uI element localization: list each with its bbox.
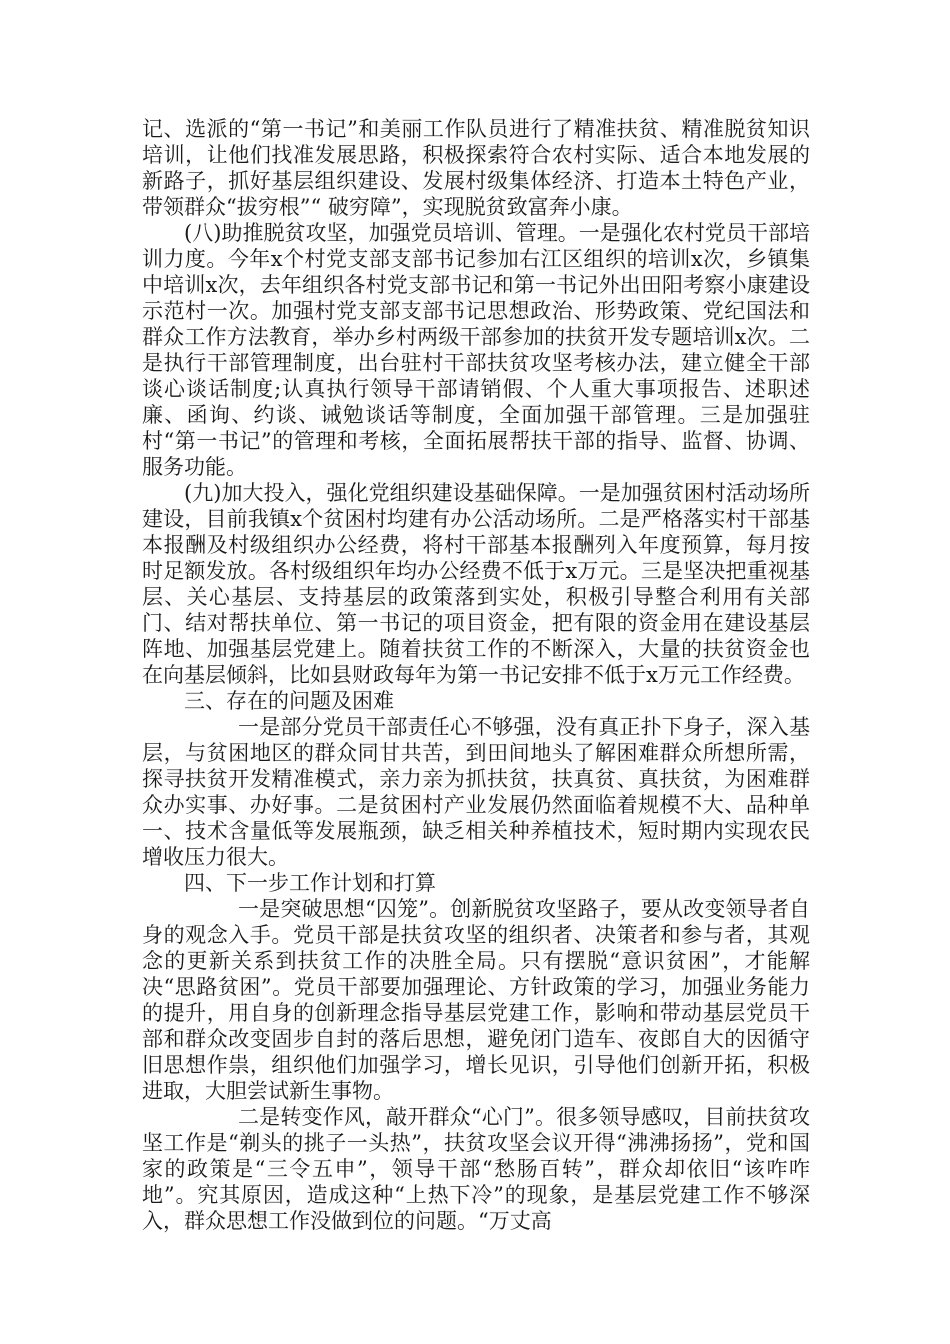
paragraph-problems: 一是部分党员干部责任心不够强，没有真正扑下身子，深入基层，与贫困地区的群众同甘共苦，到田间地头了解困难群众所想所需，探寻扶贫开发精准模式，亲力亲为抓扶贫，扶真贫、真扶贫，为困难群众办实事、办好事。二是贫困村产业发展仍然面临着规模不大、品种单一、技术含量低等发展瓶颈，缺乏相关种养植技术，短时期内实现农民增收压力很大。 xyxy=(142,715,810,869)
heading-problems: 三、存在的问题及困难 xyxy=(184,689,394,713)
paragraph-next-step-2: 二是转变作风，敲开群众“心门”。很多领导感叹，目前扶贫攻坚工作是“剃头的挑子一头热”，扶贫攻坚会议开得“沸沸扬扬”，党和国家的政策是“三令五申”，领导干部“愁肠百转”，群众却依旧“该咋咋地”。究其原因，造成这种“上热下冷”的现象，是基层党建工作不够深入，群众思想工作没做到位的问题。“万丈高 xyxy=(142,1105,810,1233)
heading-next-steps: 四、下一步工作计划和打算 xyxy=(184,871,436,895)
paragraph-next-step-1: 一是突破思想“囚笼”。创新脱贫攻坚路子，要从改变领导者自身的观念入手。党员干部是扶贫攻坚的组织者、决策者和参与者，其观念的更新关系到扶贫工作的决胜全局。只有摆脱“意识贫困”，才能解决“思路贫困”。党员干部要加强理论、方针政策的学习，加强业务能力的提升，用自身的创新理念指导基层党建工作，影响和带动基层党员干部和群众改变固步自封的落后思想，避免闭门造车、夜郎自大的因循守旧思想作祟，组织他们加强学习，增长见识，引导他们创新开拓，积极进取，大胆尝试新生事物。 xyxy=(142,897,810,1103)
document-page xyxy=(142,116,810,1234)
paragraph-section-8: (八)助推脱贫攻坚，加强党员培训、管理。一是强化农村党员干部培训力度。今年x个村党支部支部书记参加右江区组织的培训x次，乡镇集中培训x次，去年组织各村党支部书记和第一书记外出田阳考察小康建设示范村一次。加强村党支部支部书记思想政治、形势政策、党纪国法和群众工作方法教育，举办乡村两级干部参加的扶贫开发专题培训x次。二是执行干部管理制度，出台驻村干部扶贫攻坚考核办法，建立健全干部谈心谈话制度;认真执行领导干部请销假、个人重大事项报告、述职述廉、函询、约谈、诫勉谈话等制度，全面加强干部管理。三是加强驻村“第一书记”的管理和考核，全面拓展帮扶干部的指导、监督、协调、服务功能。 xyxy=(142,221,810,479)
paragraph-section-9: (九)加大投入，强化党组织建设基础保障。一是加强贫困村活动场所建设，目前我镇x个贫困村均建有办公活动场所。二是严格落实村干部基本报酬及村级组织办公经费，将村干部基本报酬列入年度预算，每月按时足额发放。各村级组织年均办公经费不低于x万元。三是坚决把重视基层、关心基层、支持基层的政策落到实处，积极引导整合利用有关部门、结对帮扶单位、第一书记的项目资金，把有限的资金用在建设基层阵地、加强基层党建上。随着扶贫工作的不断深入，大量的扶贫资金也在向基层倾斜，比如县财政每年为第一书记安排不低于x万元工作经费。 xyxy=(142,481,810,687)
paragraph-continuation: 记、选派的“第一书记”和美丽工作队员进行了精准扶贫、精准脱贫知识培训，让他们找准发展思路，积极探索符合农村实际、适合本地发展的新路子，抓好基层组织建设、发展村级集体经济、打造本土特色产业，带领群众“拔穷根”“ 破穷障”，实现脱贫致富奔小康。 xyxy=(142,117,810,219)
